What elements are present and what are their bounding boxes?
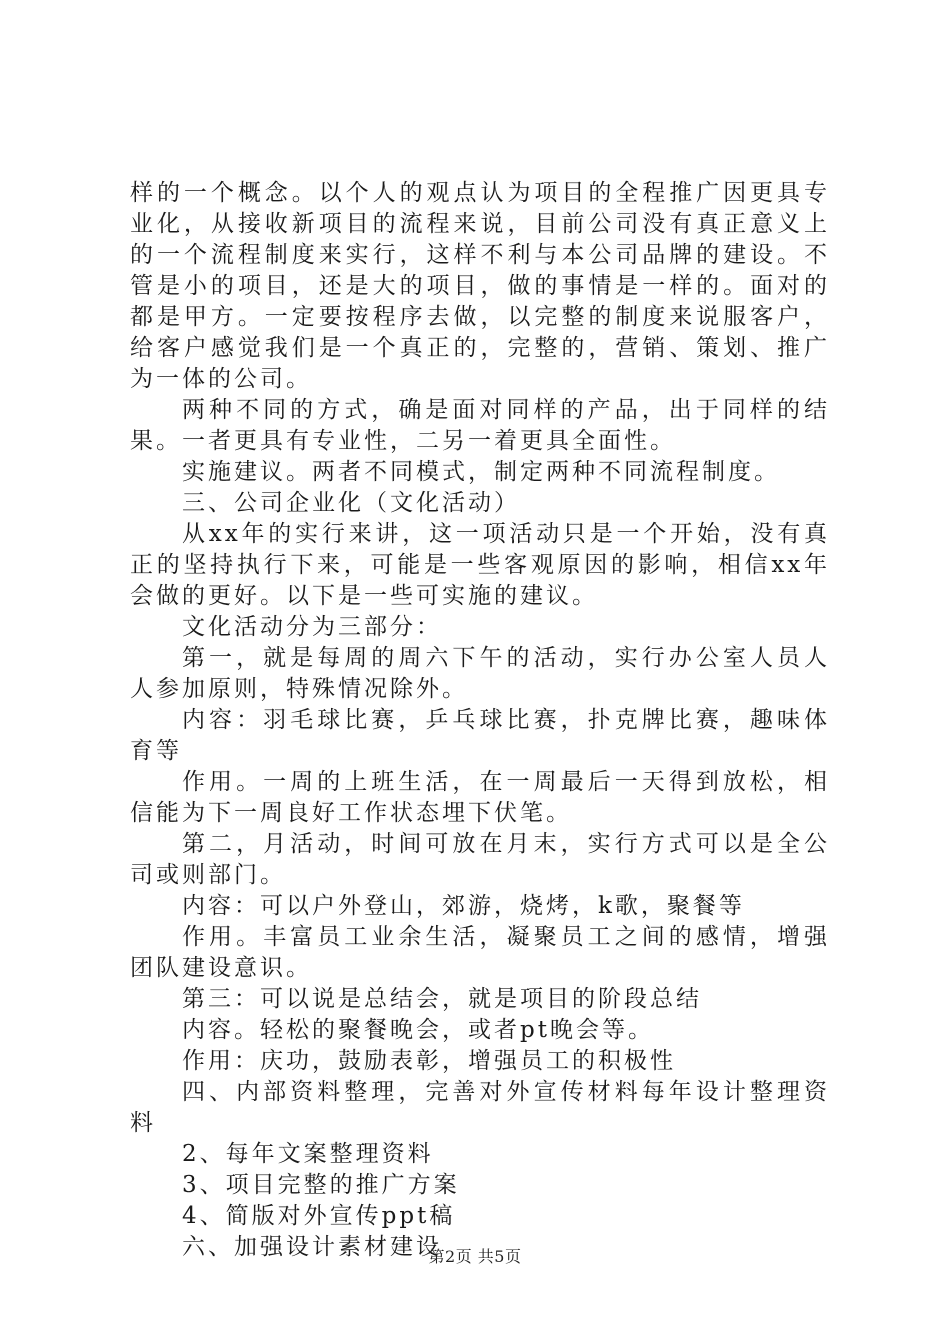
- paragraph: 两种不同的方式，确是面对同样的产品，出于同样的结果。一者更具有专业性，二另一着更具全面性。: [130, 397, 830, 454]
- paragraph: 作用。丰富员工业余生活，凝聚员工之间的感情，增强团队建设意识。: [130, 924, 830, 981]
- paragraph: 作用。一周的上班生活，在一周最后一天得到放松，相信能为下一周良好工作状态埋下伏笔。: [130, 769, 830, 826]
- page-number-label: 第2页 共5页: [428, 1247, 522, 1266]
- paragraph: 文化活动分为三部分：: [182, 614, 442, 640]
- list-item: 3、项目完整的推广方案: [182, 1172, 460, 1198]
- section-heading: 六、加强设计素材建设: [182, 1234, 442, 1260]
- paragraph: 第二，月活动，时间可放在月末，实行方式可以是全公司或则部门。: [130, 831, 830, 888]
- paragraph: 样的一个概念。以个人的观点认为项目的全程推广因更具专业化，从接收新项目的流程来说，目前公司没有真正意义上的一个流程制度来实行，这样不利与本公司品牌的建设。不管是小的项目，还是大的项目，做的事情是一样的。面对的都是甲方。一定要按程序去做，以完整的制度来说服客户，给客户感觉我们是一个真正的，完整的，营销、策划、推广为一体的公司。: [130, 180, 830, 392]
- page-footer: [0, 1244, 950, 1267]
- paragraph: 内容。轻松的聚餐晚会，或者pt晚会等。: [182, 1017, 654, 1043]
- list-item: 4、简版对外宣传ppt稿: [182, 1203, 456, 1229]
- paragraph: 实施建议。两者不同模式，制定两种不同流程制度。: [182, 459, 780, 485]
- document-body: [130, 178, 830, 1263]
- section-heading: 四、内部资料整理，完善对外宣传材料每年设计整理资料: [130, 1079, 830, 1136]
- paragraph: 第一，就是每周的周六下午的活动，实行办公室人员人人参加原则，特殊情况除外。: [130, 645, 830, 702]
- paragraph: 第三：可以说是总结会，就是项目的阶段总结: [182, 986, 702, 1012]
- paragraph: 作用：庆功，鼓励表彰，增强员工的积极性: [182, 1048, 676, 1074]
- section-heading: 三、公司企业化（文化活动）: [182, 490, 520, 516]
- paragraph: 从xx年的实行来讲，这一项活动只是一个开始，没有真正的坚持执行下来，可能是一些客观原因的影响，相信xx年会做的更好。以下是一些可实施的建议。: [130, 521, 830, 609]
- paragraph: 内容：可以户外登山，郊游，烧烤，k歌，聚餐等: [182, 893, 745, 919]
- paragraph: 内容：羽毛球比赛，乒乓球比赛，扑克牌比赛，趣味体育等: [130, 707, 830, 764]
- list-item: 2、每年文案整理资料: [182, 1141, 434, 1167]
